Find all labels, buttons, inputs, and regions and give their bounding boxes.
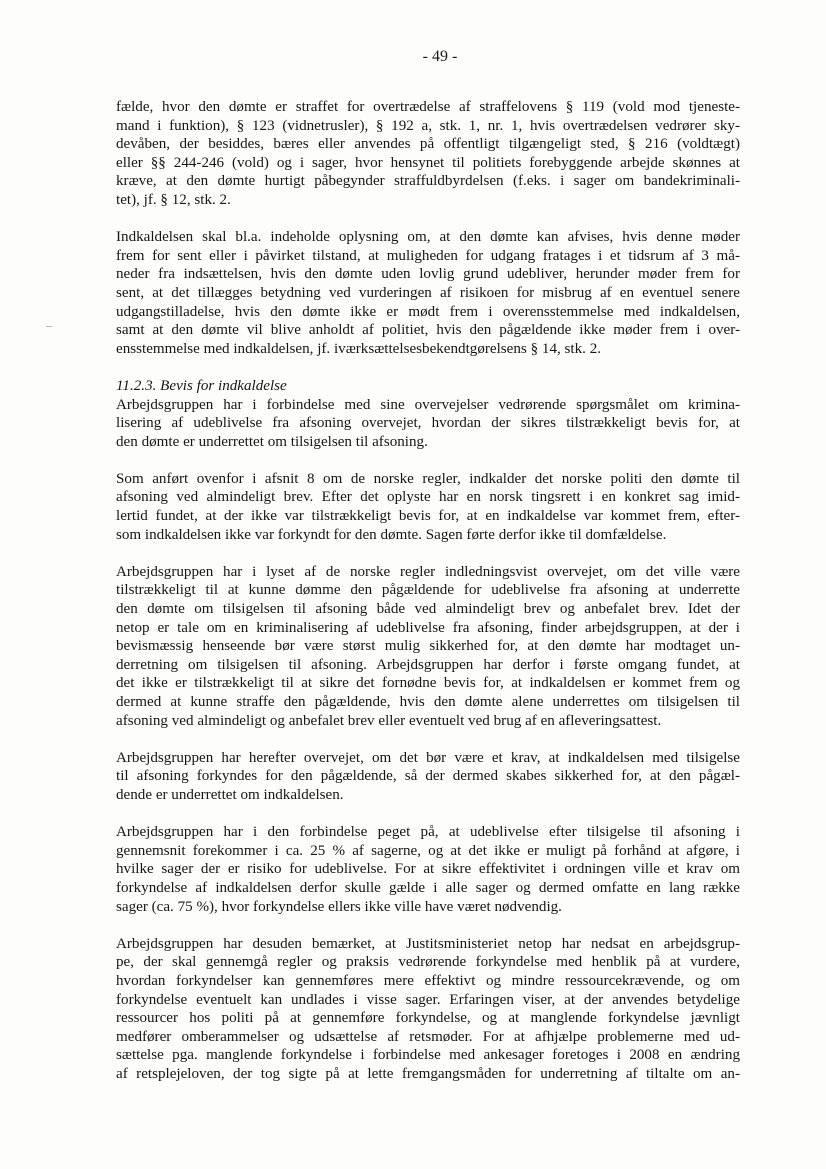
text-line: derretning om tilsigelsen til afsoning. Arbejdsgruppen har derfor i første omgang fundet, at <box>116 656 740 673</box>
text-line: eller §§ 244-246 (vold) og i sager, hvor hensynet til politiets forebyggende arbejde skønnes at <box>116 154 740 171</box>
text-line: forkyndelse af indkaldelsen derfor skulle gælde i alle sager og dermed omfatte en lang række <box>116 879 740 896</box>
paragraph <box>116 749 740 805</box>
text-line: udgangstilladelse, hvis den dømte ikke er mødt frem i overensstemmelse med indkaldelsen, <box>116 303 740 320</box>
text-line: til afsoning forkyndes for den pågældende, så der dermed skabes sikkerhed for, at den pågæl- <box>116 768 740 785</box>
section-heading <box>116 377 740 396</box>
text-line: det ikke er tilstrækkeligt til at sikre det fornødne bevis for, at indkaldelsen er kommet frem og <box>116 675 740 692</box>
text-line: devåben, der besiddes, bæres eller anvendes på offentligt tilgængeligt sted, § 216 (voldtægt) <box>116 136 740 153</box>
text-line: mand i funktion), § 123 (vidnetrusler), § 192 a, stk. 1, nr. 1, hvis overtrædelsen vedrører sky- <box>116 117 740 134</box>
text-line: Arbejdsgruppen har i lyset af de norske regler indledningsvist overvejet, om det ville være <box>116 563 740 580</box>
text-line: frem for sent eller i påvirket tilstand, at muligheden for udgang fratages i et tidsrum af 3 må- <box>116 247 740 264</box>
text-line: samt at den dømte vil blive anholdt af politiet, hvis den pågældende ikke møder frem i over- <box>116 322 740 339</box>
text-line: medfører omberammelser og udsættelse af retsmøder. For at afhjælpe problemerne med ud- <box>116 1028 740 1045</box>
document-body <box>116 98 740 1083</box>
paragraph <box>116 98 740 210</box>
text-line: tilstrækkeligt til at kunne dømme den pågældende for udeblivelse fra afsoning at underrette <box>116 582 740 599</box>
text-line: netop er tale om en kriminalisering af udeblivelse fra afsoning, finder arbejdsgruppen, at der i <box>116 619 740 636</box>
paragraph <box>116 470 740 544</box>
text-line: lertid fundet, at der ikke var tilstrækkeligt bevis for, at en indkaldelse var kommet frem, efter- <box>116 508 740 525</box>
text-line: dende er underrettet om indkaldelsen. <box>116 786 344 803</box>
text-line: lisering af udeblivelse fra afsoning overvejet, hvordan der sikres tilstrækkeligt bevis for, at <box>116 415 740 432</box>
text-line: pe, der skal gennemgå regler og praksis vedrørende forkyndelse med henblik på at vurdere, <box>116 954 740 971</box>
text-line: ressourcer hos politi på at gennemføre forkyndelse, og at manglende forkyndelse jævnligt <box>116 1010 740 1027</box>
text-line: Arbejdsgruppen har i forbindelse med sine overvejelser vedrørende spørgsmålet om krimina- <box>116 396 740 413</box>
text-line: af retsplejeloven, der tog sigte på at lette fremgangsmåden for underretning af tiltalte om an- <box>116 1065 740 1082</box>
text-line: Indkaldelsen skal bl.a. indeholde oplysning om, at den dømte kan afvises, hvis denne møder <box>116 229 740 246</box>
paragraph <box>116 935 740 1084</box>
text-line: Arbejdsgruppen har i den forbindelse peget på, at udeblivelse efter tilsigelse til afsoning i <box>116 824 740 841</box>
text-line: sager (ca. 75 %), hvor forkyndelse ellers ikke ville have været nødvendig. <box>116 898 562 915</box>
text-line: hvilke sager der er risiko for udeblivelse. For at sikre effektivitet i ordningen ville et krav om <box>116 861 740 878</box>
text-line: forkyndelse eventuelt kan undlades i visse sager. Erfaringen viser, at der anvendes betydelige <box>116 991 740 1008</box>
text-line: Arbejdsgruppen har herefter overvejet, om det bør være et krav, at indkaldelsen med tilsigelse <box>116 749 740 766</box>
paragraph <box>116 228 740 358</box>
text-line: ensstemmelse med indkaldelsen, jf. iværksættelsesbekendtgørelsens § 14, stk. 2. <box>116 340 602 357</box>
text-line: sættelse pga. manglende forkyndelse i forbindelse med ankesager foretoges i 2008 en ændring <box>116 1047 740 1064</box>
text-line: Arbejdsgruppen har desuden bemærket, at Justitsministeriet netop har nedsat en arbejdsgrup- <box>116 935 740 952</box>
text-line: bevismæssig henseende bør være størst mulig sikkerhed for, at den dømte har modtaget un- <box>116 638 740 655</box>
paragraph <box>116 823 740 916</box>
text-line: neder fra indsættelsen, hvis den dømte uden lovlig grund udebliver, herunder møder frem for <box>116 266 740 283</box>
text-line: tet), jf. § 12, stk. 2. <box>116 191 231 208</box>
text-line: afsoning ved almindeligt brev. Efter det oplyste har en norsk tingsrett i en konkret sag imid- <box>116 489 740 506</box>
text-line: som indkaldelsen ikke var forkyndt for den dømte. Sagen førte derfor ikke til domfældelse. <box>116 526 667 543</box>
paragraph <box>116 563 740 730</box>
text-line: afsoning ved almindeligt og anbefalet brev eller eventuelt ved brug af en afleveringsattest. <box>116 712 662 729</box>
text-line: gennemsnit forekommer i ca. 25 % af sagerne, og at det ikke er muligt på forhånd at afgøre, i <box>116 842 740 859</box>
text-line: kræve, at den dømte hurtigt påbegynder straffuldbyrdelsen (f.eks. i sager om bandekriminali- <box>116 173 740 190</box>
text-line: sent, at det tillægges betydning ved vurderingen af risikoen for misbrug af en eventuel senere <box>116 284 740 301</box>
text-line: Som anført ovenfor i afsnit 8 om de norske regler, indkalder det norske politi den dømte til <box>116 470 740 487</box>
text-line: fælde, hvor den dømte er straffet for overtrædelse af straffelovens § 119 (vold mod tjeneste- <box>116 99 740 115</box>
section-heading-text: 11.2.3. Bevis for indkaldelse <box>116 377 287 394</box>
text-line: den dømte er underrettet om tilsigelsen til afsoning. <box>116 433 428 450</box>
paragraph <box>116 396 740 452</box>
text-line: den dømte om tilsigelsen til afsoning både ved almindeligt brev og anbefalet brev. Idet der <box>116 601 740 618</box>
text-line: dermed at kunne straffe den pågældende, hvis den dømte alene underrettes om tilsigelsen til <box>116 694 740 710</box>
page-number: - 49 - <box>422 48 458 65</box>
margin-mark <box>46 326 52 327</box>
text-line: hvordan forkyndelser kan gennemføres mere effektivt og mindre ressourcekrævende, og om <box>116 972 740 989</box>
